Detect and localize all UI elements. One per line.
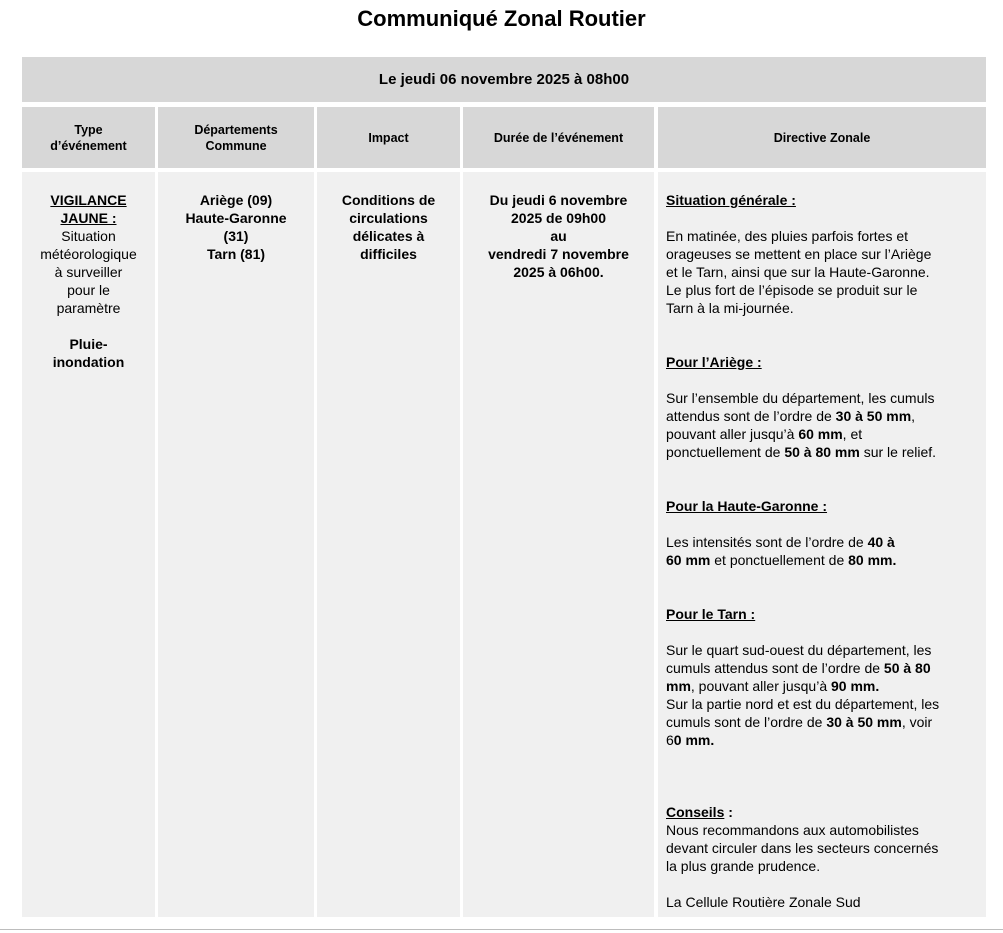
type-desc-line: paramètre	[56, 300, 121, 316]
general-line: Tarn à la mi-journée.	[666, 300, 794, 316]
header-impact	[317, 107, 460, 168]
tarn-line: cumuls sont de l’ordre de 30 à 50 mm, voir	[666, 714, 933, 730]
conseils-line: Nous recommandons aux automobilistes	[666, 822, 919, 838]
ariege-line: Sur l’ensemble du département, les cumuls	[666, 390, 935, 406]
dept-line: Ariège (09)	[199, 192, 273, 208]
type-desc-line: à surveiller	[54, 264, 123, 280]
duration-line: au	[550, 228, 567, 244]
bottom-divider	[0, 929, 1003, 930]
impact-line: Conditions de	[341, 192, 436, 208]
header-dept-line1: Départements	[194, 122, 278, 137]
duration-line: vendredi 7 novembre	[488, 246, 629, 262]
impact-line: délicates à	[352, 228, 425, 244]
type-desc-line: météorologique	[40, 246, 137, 262]
header-type	[22, 107, 155, 168]
general-line: orageuses se mettent en place sur l’Ariège	[666, 246, 932, 262]
cell-duration	[463, 172, 654, 917]
date-bar: Le jeudi 06 novembre 2025 à 08h00	[22, 57, 986, 102]
tarn-line: Sur la partie nord et est du département, les	[666, 696, 940, 712]
ariege-line: ponctuellement de 50 à 80 mm sur le relief.	[666, 444, 937, 460]
header-type-line1: Type	[74, 122, 103, 137]
duration-line: 2025 de 09h00	[511, 210, 606, 226]
general-line: et le Tarn, ainsi que sur la Haute-Garonne.	[666, 264, 930, 280]
cell-directive	[658, 172, 986, 917]
ariege-line: attendus sont de l’ordre de 30 à 50 mm,	[666, 408, 916, 424]
header-type-line2: d’événement	[50, 138, 127, 153]
type-desc-line: pour le	[67, 282, 110, 298]
dept-line: (31)	[223, 228, 249, 244]
ariege-heading: Pour l’Ariège :	[666, 354, 762, 370]
ariege-line: pouvant aller jusqu’à 60 mm, et	[666, 426, 863, 442]
hg-line: 60 mm et ponctuellement de 80 mm.	[666, 552, 897, 568]
cell-event-type	[22, 172, 155, 917]
haute-garonne-heading: Pour la Haute-Garonne :	[666, 498, 828, 514]
page-title: Communiqué Zonal Routier	[357, 6, 646, 31]
dept-line: Tarn (81)	[206, 246, 266, 262]
header-dept-line2: Commune	[205, 138, 267, 153]
conseils-line: la plus grande prudence.	[666, 858, 821, 874]
tarn-heading: Pour le Tarn :	[666, 606, 756, 622]
header-departments	[158, 107, 314, 168]
header-duration-label: Durée de l’événement	[493, 130, 624, 145]
type-desc-line: Situation	[61, 228, 116, 244]
tarn-line: cumuls attendus sont de l’ordre de 50 à 80	[666, 660, 931, 676]
header-impact-label: Impact	[368, 130, 409, 145]
header-directive-label: Directive Zonale	[773, 130, 871, 145]
duration-line: 2025 à 06h00.	[513, 264, 604, 280]
header-directive	[658, 107, 986, 168]
duration-line: Du jeudi 6 novembre	[489, 192, 628, 208]
vigilance-line1: VIGILANCE	[50, 192, 127, 208]
header-duration	[463, 107, 654, 168]
vigilance-line2: JAUNE :	[60, 210, 117, 226]
dept-line: Haute-Garonne	[185, 210, 287, 226]
impact-line: difficiles	[360, 246, 417, 262]
conseils-heading: Conseils :	[666, 804, 733, 820]
param-line1: Pluie-	[69, 336, 108, 352]
hg-line: Les intensités sont de l’ordre de 40 à	[666, 534, 895, 550]
cell-departments	[158, 172, 314, 917]
tarn-line: Sur le quart sud-ouest du département, les	[666, 642, 932, 658]
param-line2: inondation	[52, 354, 125, 370]
general-line: En matinée, des pluies parfois fortes et	[666, 228, 909, 244]
general-line: Le plus fort de l’épisode se produit sur le	[666, 282, 918, 298]
conseils-line: devant circuler dans les secteurs concernés	[666, 840, 939, 856]
tarn-line: mm, pouvant aller jusqu’à 90 mm.	[666, 678, 880, 694]
signature: La Cellule Routière Zonale Sud	[666, 894, 861, 910]
tarn-line: 60 mm.	[666, 732, 715, 748]
general-heading: Situation générale :	[666, 192, 796, 208]
cell-impact	[317, 172, 460, 917]
impact-line: circulations	[349, 210, 428, 226]
